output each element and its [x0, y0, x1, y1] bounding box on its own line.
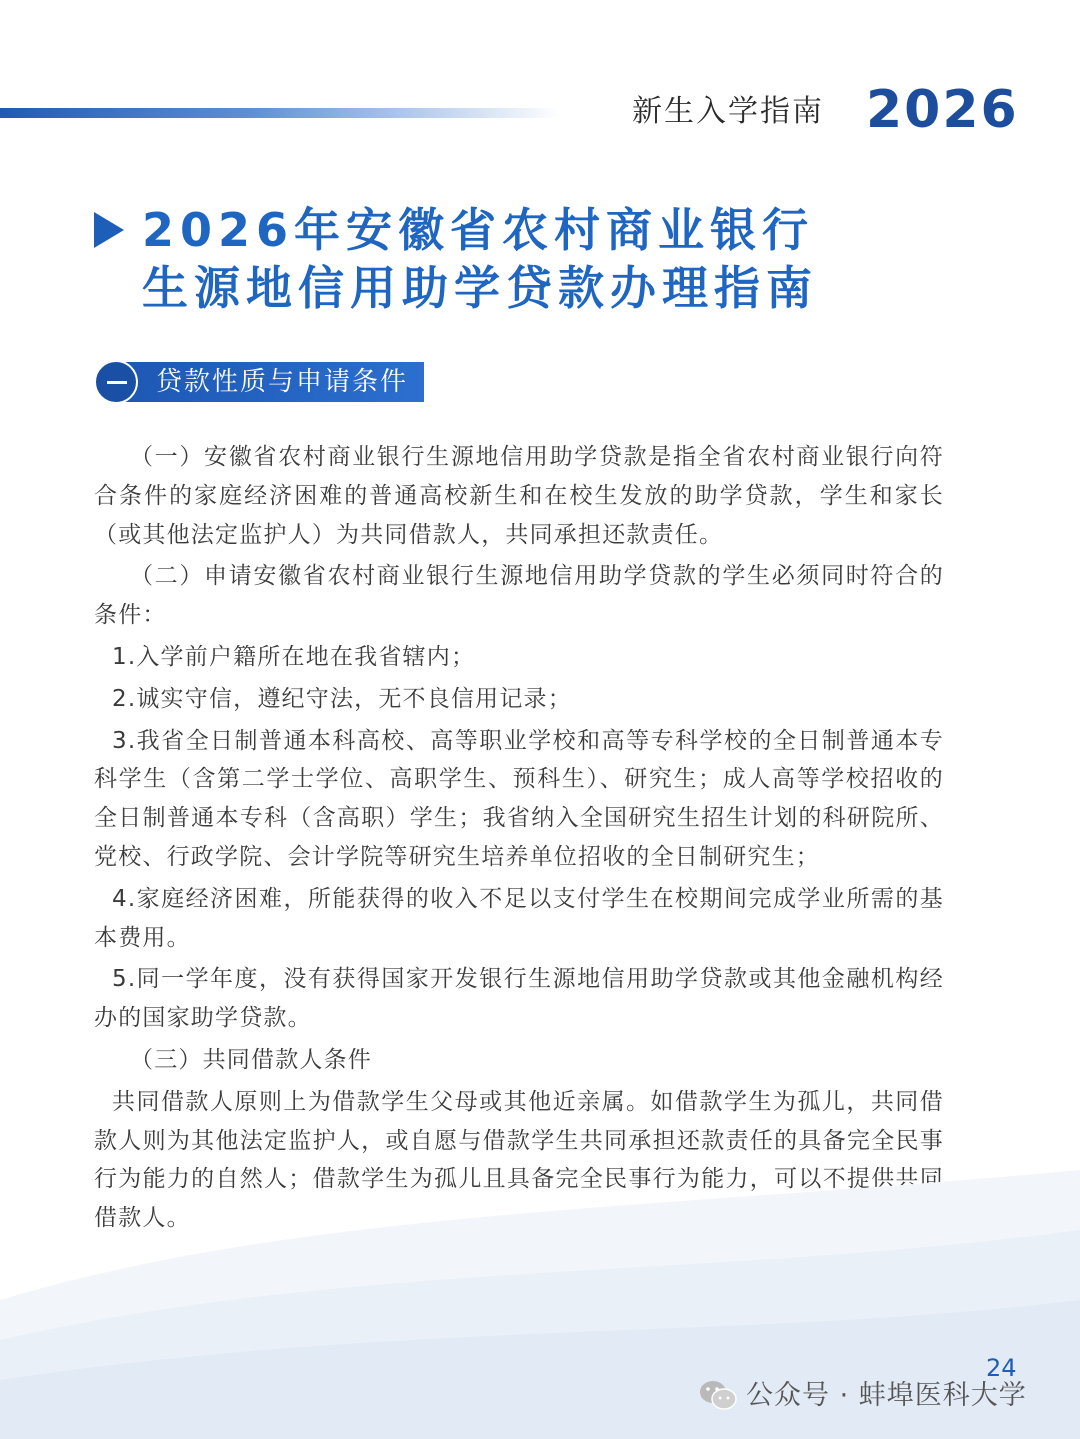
play-triangle-icon — [94, 212, 124, 248]
wechat-icon — [698, 1378, 738, 1412]
paragraph-nature: （一）安徽省农村商业银行生源地信用助学贷款是指全省农村商业银行向符合条件的家庭经济困难的普通高校新生和在校生发放的助学贷款，学生和家长（或其他法定监护人）为共同借款人，共同承担还款责任。 — [94, 444, 944, 548]
body-text — [94, 438, 944, 1241]
header-year: 2026 — [866, 80, 1019, 140]
header-guide-title: 新生入学指南 — [632, 94, 824, 129]
page-title-line-2: 生源地信用助学贷款办理指南 — [142, 261, 818, 315]
condition-item-1: 1.入学前户籍所在地在我省辖内； — [112, 643, 476, 670]
circle-dash-icon — [94, 360, 138, 404]
condition-item-2: 2.诚实守信，遵纪守法，无不良信用记录； — [112, 685, 572, 712]
page-title-line-1: 2026年安徽省农村商业银行 — [142, 203, 815, 257]
paragraph-co-borrower: 共同借款人原则上为借款学生父母或其他近亲属。如借款学生为孤儿，共同借款人则为其他法定监护人，或自愿与借款学生共同承担还款责任的具备完全民事行为能力的自然人；借款学生为孤儿且具备完全民事行为能力，可以不提供共同借款人。 — [94, 1088, 944, 1232]
header-gradient-line — [0, 108, 560, 118]
section-header-label: 贷款性质与申请条件 — [156, 367, 409, 397]
paragraph-co-borrower-heading: （三）共同借款人条件 — [130, 1046, 372, 1073]
condition-item-4: 4.家庭经济困难，所能获得的收入不足以支付学生在校期间完成学业所需的基本费用。 — [94, 885, 944, 951]
footer-source: 公众号 · 蚌埠医科大学 — [746, 1380, 1027, 1411]
paragraph-conditions-intro: （二）申请安徽省农村商业银行生源地信用助学贷款的学生必须同时符合的条件： — [94, 563, 944, 629]
condition-item-3: 3.我省全日制普通本科高校、高等职业学校和高等专科学校的全日制普通本专科学生（含第二学士学位、高职学生、预科生）、研究生；成人高等学校招收的全日制普通本专科（含高职）学生；我省纳入全国研究生招生计划的科研院所、党校、行政学院、会计学院等研究生培养单位招收的全日制研究生； — [94, 727, 944, 870]
condition-item-5: 5.同一学年度，没有获得国家开发银行生源地信用助学贷款或其他金融机构经办的国家助学贷款。 — [94, 966, 944, 1032]
page-number: 24 — [986, 1354, 1017, 1382]
